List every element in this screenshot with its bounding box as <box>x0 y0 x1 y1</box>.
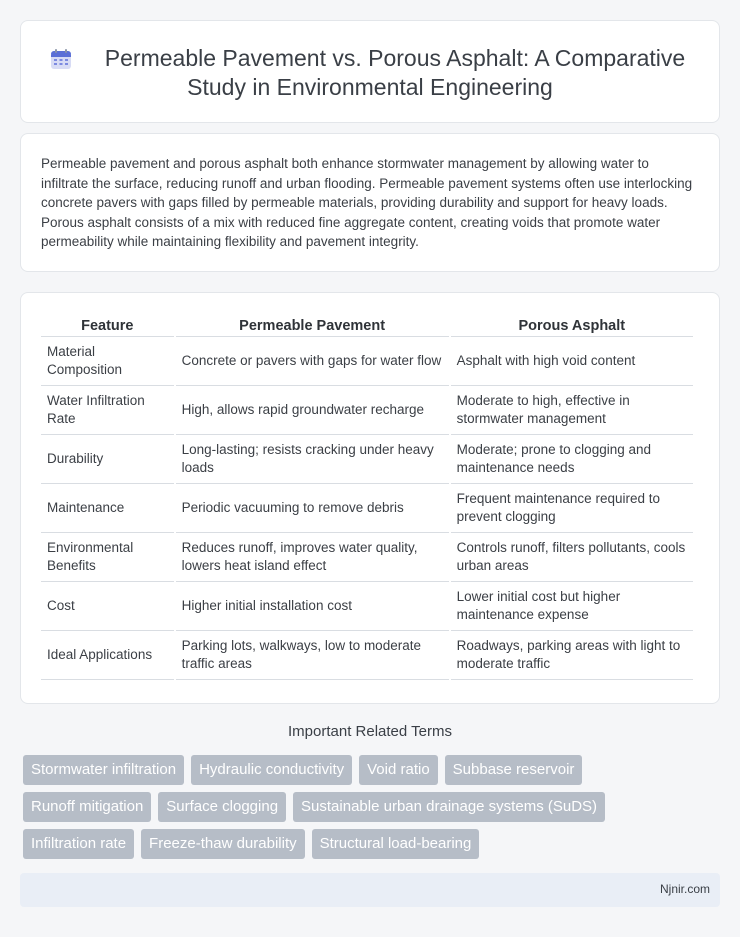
footer-site-link[interactable]: Njnir.com <box>659 882 710 896</box>
table-row <box>41 386 693 435</box>
header-feature: Feature <box>41 313 174 337</box>
related-term-tag[interactable]: Runoff mitigation <box>23 792 151 822</box>
page-title <box>55 44 685 102</box>
permeable-cell: Long-lasting; resists cracking under heavy loads <box>176 435 449 484</box>
feature-cell: Cost <box>41 582 174 631</box>
porous-cell: Controls runoff, filters pollutants, cools urban areas <box>451 533 693 582</box>
related-term-tag[interactable]: Surface clogging <box>158 792 286 822</box>
permeable-cell: High, allows rapid groundwater recharge <box>176 386 449 435</box>
porous-cell: Moderate to high, effective in stormwater management <box>451 386 693 435</box>
porous-cell: Frequent maintenance required to prevent clogging <box>451 484 693 533</box>
table-row <box>41 435 693 484</box>
table-row <box>41 582 693 631</box>
feature-cell: Durability <box>41 435 174 484</box>
related-term-tag[interactable]: Hydraulic conductivity <box>191 755 352 785</box>
related-term-tag[interactable]: Infiltration rate <box>23 829 134 859</box>
footer <box>20 873 720 907</box>
porous-cell: Roadways, parking areas with light to moderate traffic <box>451 631 693 680</box>
related-term-tag[interactable]: Subbase reservoir <box>445 755 583 785</box>
related-term-tag[interactable]: Void ratio <box>359 755 438 785</box>
page-title-line2: Study in Environmental Engineering <box>187 74 553 100</box>
header-porous-asphalt: Porous Asphalt <box>451 313 693 337</box>
feature-cell: Material Composition <box>41 337 174 386</box>
porous-cell: Moderate; prone to clogging and maintenance needs <box>451 435 693 484</box>
table-row <box>41 533 693 582</box>
tag-row <box>23 829 713 859</box>
page-title-line1: Permeable Pavement vs. Porous Asphalt: A Comparative <box>104 45 686 71</box>
related-term-tag[interactable]: Structural load-bearing <box>312 829 480 859</box>
feature-cell: Maintenance <box>41 484 174 533</box>
feature-cell: Environmental Benefits <box>41 533 174 582</box>
porous-cell: Lower initial cost but higher maintenance expense <box>451 582 693 631</box>
tag-row <box>23 792 713 822</box>
related-term-tag[interactable]: Sustainable urban drainage systems (SuDS) <box>293 792 605 822</box>
intro-paragraph: Permeable pavement and porous asphalt both enhance stormwater management by allowing water to infiltrate the surface, reducing runoff and urban flooding. Permeable pavement systems often use interlocking concrete pavers with gaps filled by permeable materials, providing durability and support for heavy loads. Porous asphalt consists of a mix with reduced fine aggregate content, creating voids that promote water permeability while maintaining flexibility and pavement integrity. <box>41 156 693 250</box>
feature-cell: Water Infiltration Rate <box>41 386 174 435</box>
related-term-tag[interactable]: Freeze-thaw durability <box>141 829 305 859</box>
permeable-cell: Reduces runoff, improves water quality, lowers heat island effect <box>176 533 449 582</box>
permeable-cell: Concrete or pavers with gaps for water flow <box>176 337 449 386</box>
related-terms-title: Important Related Terms <box>288 723 452 740</box>
table-row <box>41 484 693 533</box>
header-permeable-pavement: Permeable Pavement <box>176 313 449 337</box>
comparison-table <box>39 313 695 680</box>
table-header-row <box>41 313 693 337</box>
header-card <box>20 20 720 123</box>
permeable-cell: Periodic vacuuming to remove debris <box>176 484 449 533</box>
tag-row <box>23 755 713 785</box>
table-row <box>41 631 693 680</box>
permeable-cell: Higher initial installation cost <box>176 582 449 631</box>
related-terms-list <box>23 755 713 866</box>
permeable-cell: Parking lots, walkways, low to moderate traffic areas <box>176 631 449 680</box>
comparison-table-card <box>20 292 720 704</box>
table-row <box>41 337 693 386</box>
related-term-tag[interactable]: Stormwater infiltration <box>23 755 184 785</box>
intro-card <box>20 133 720 272</box>
porous-cell: Asphalt with high void content <box>451 337 693 386</box>
feature-cell: Ideal Applications <box>41 631 174 680</box>
